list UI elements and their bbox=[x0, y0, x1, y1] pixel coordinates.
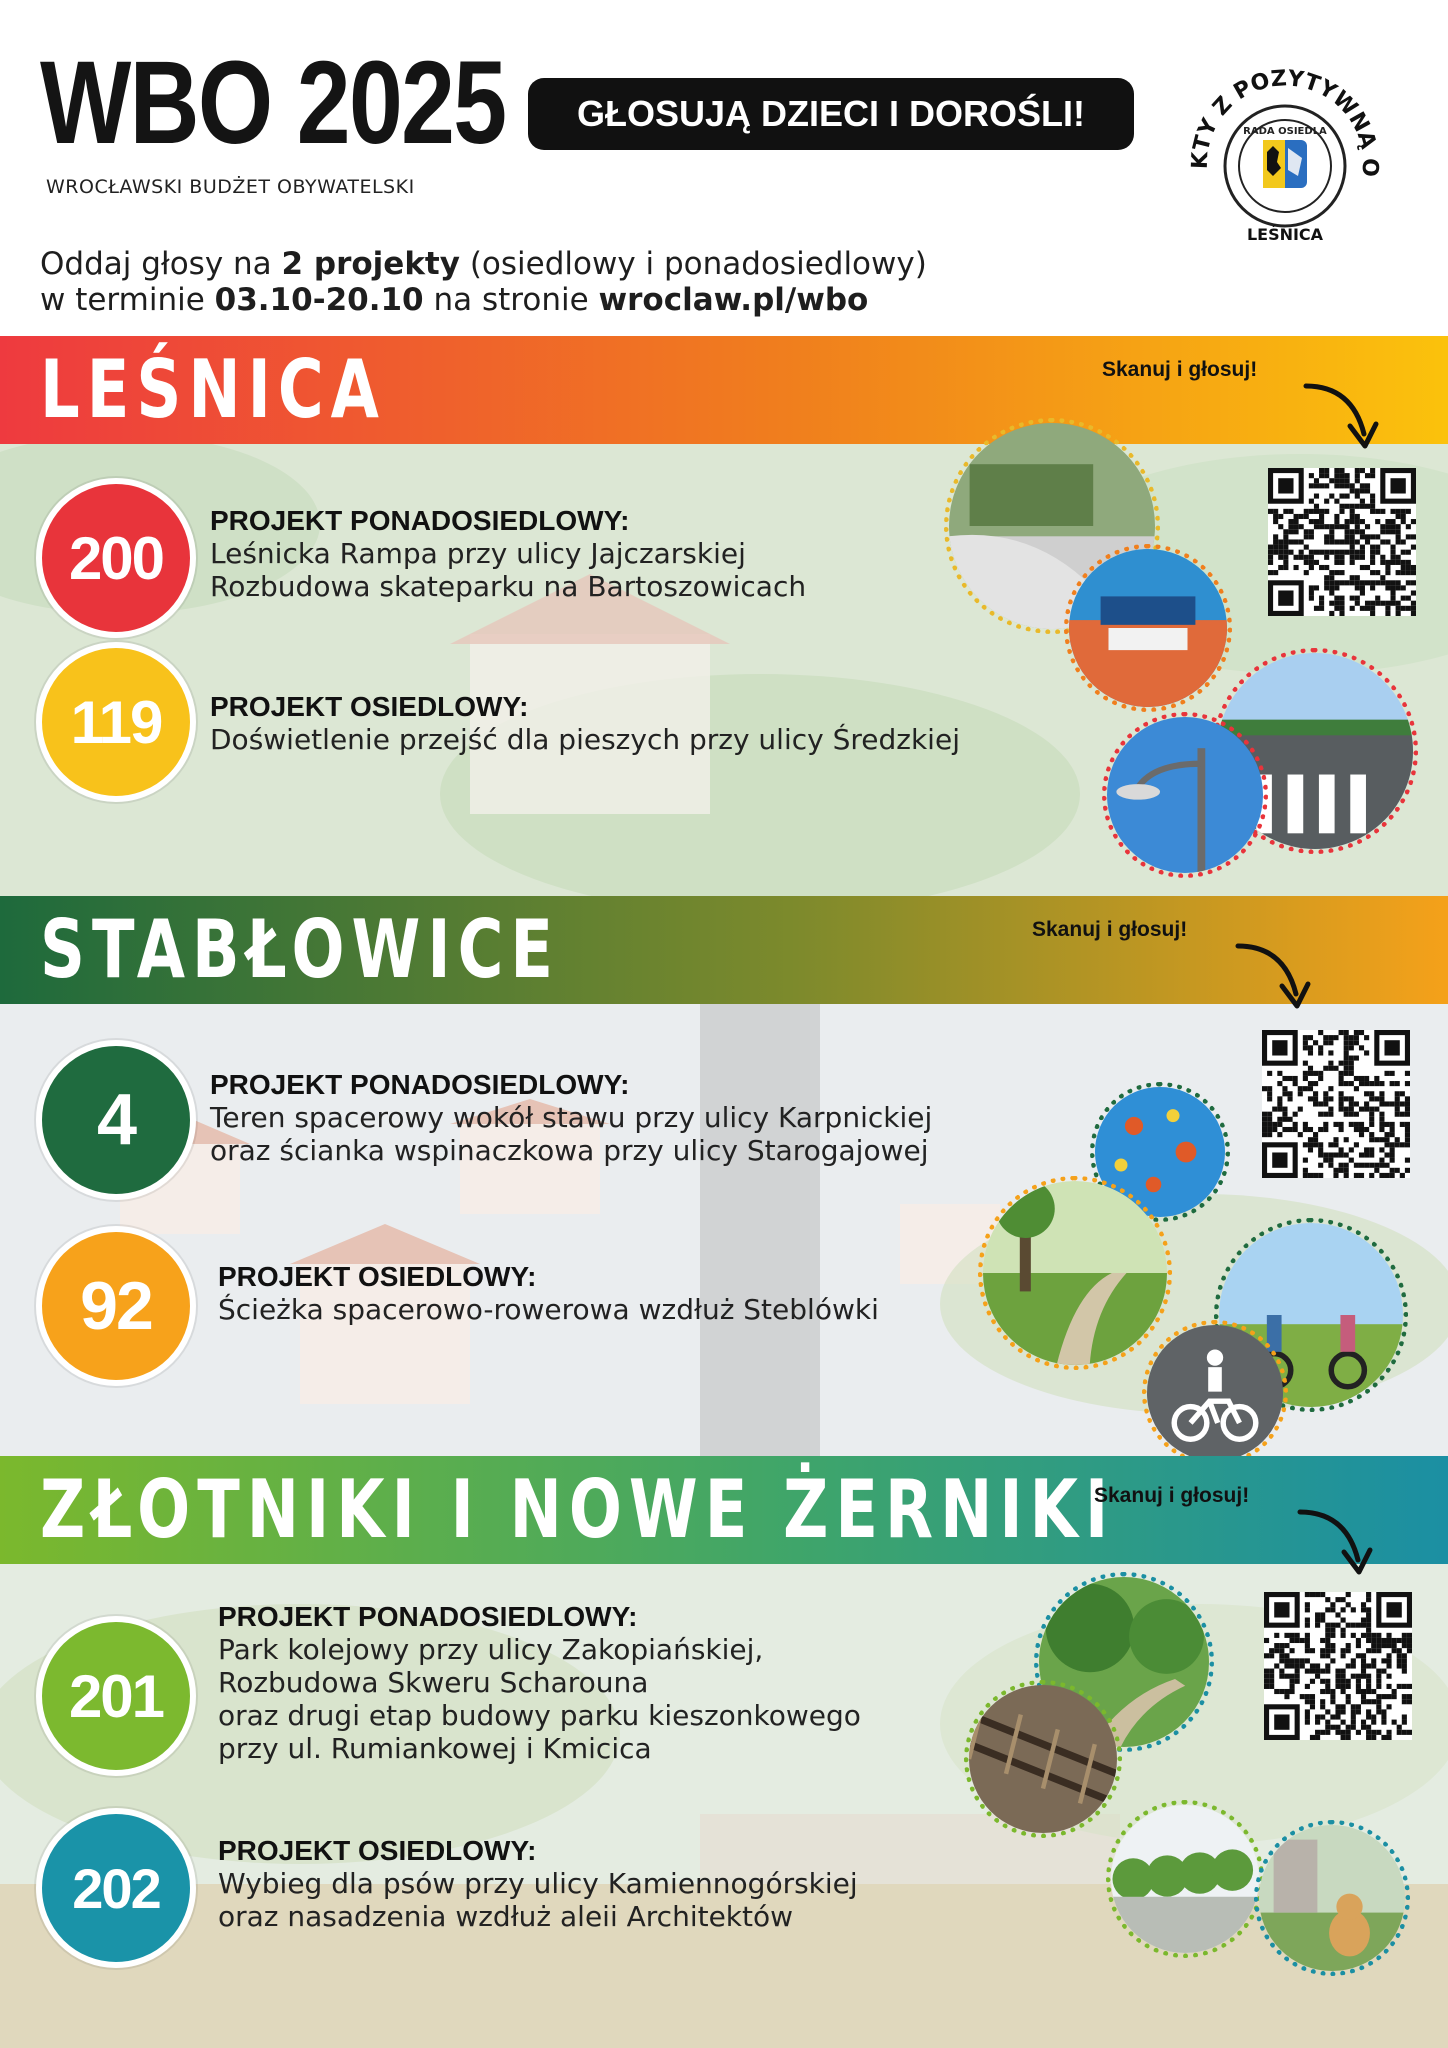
project-line: oraz drugi etap budowy parku kieszonkowego bbox=[218, 1699, 861, 1732]
project-description bbox=[218, 1600, 861, 1765]
project-line: Leśnicka Rampa przy ulicy Jajczarskiej bbox=[210, 537, 746, 570]
project-line: przy ul. Rumiankowej i Kmicica bbox=[218, 1732, 652, 1765]
project-line: Park kolejowy przy ulicy Zakopiańskiej, bbox=[218, 1633, 764, 1666]
intro-line1-c: (osiedlowy i ponadosiedlowy) bbox=[459, 246, 927, 282]
project-line: oraz ścianka wspinaczkowa przy ulicy Starogajowej bbox=[210, 1134, 929, 1167]
project-description bbox=[210, 690, 960, 756]
photo-tree-alley bbox=[1106, 1800, 1264, 1958]
project-type-label: PROJEKT OSIEDLOWY: bbox=[218, 1261, 537, 1292]
intro-line1-b: 2 projekty bbox=[281, 246, 460, 282]
section-title: STABŁOWICE bbox=[40, 903, 561, 996]
intro-line2-d[interactable]: wroclaw.pl/wbo bbox=[598, 282, 869, 318]
section-title: LEŚNICA bbox=[40, 343, 387, 436]
council-badge bbox=[1170, 68, 1400, 248]
project-line: Rozbudowa Skweru Scharouna bbox=[218, 1666, 649, 1699]
section-stablowice bbox=[0, 896, 1448, 1456]
project-line: Rozbudowa skateparku na Bartoszowicach bbox=[210, 570, 807, 603]
photo-railway-track bbox=[964, 1680, 1122, 1838]
scan-label: Skanuj i głosuj! bbox=[1032, 918, 1188, 941]
badge-inner-text: RADA OSIEDLA bbox=[1243, 126, 1327, 137]
project-type-label: PROJEKT OSIEDLOWY: bbox=[218, 1835, 537, 1866]
project-description bbox=[218, 1260, 879, 1326]
photo-dog-park bbox=[1254, 1820, 1410, 1976]
curved-arrow-icon bbox=[1294, 1502, 1374, 1582]
intro-line2-b: 03.10-20.10 bbox=[214, 282, 424, 318]
project-number-badge: 119 bbox=[36, 642, 196, 802]
project-type-label: PROJEKT PONADOSIEDLOWY: bbox=[210, 505, 630, 536]
section-band bbox=[0, 336, 1448, 444]
slogan-banner: GŁOSUJĄ DZIECI I DOROŚLI! bbox=[528, 78, 1134, 150]
project-number-badge: 4 bbox=[36, 1040, 196, 1200]
project-type-label: PROJEKT PONADOSIEDLOWY: bbox=[210, 1069, 630, 1100]
photo-street-lamp bbox=[1102, 712, 1268, 878]
bike-path-icon bbox=[1142, 1320, 1288, 1456]
project-line: Ścieżka spacerowo-rowerowa wzdłuż Steblówki bbox=[218, 1293, 879, 1326]
project-description bbox=[210, 1068, 932, 1167]
logo-title: WBO 2025 bbox=[40, 37, 506, 169]
section-zlotniki bbox=[0, 1456, 1448, 2048]
project-line: Doświetlenie przejść dla pieszych przy ulicy Średzkiej bbox=[210, 723, 960, 756]
project-number-badge: 202 bbox=[36, 1808, 196, 1968]
badge-outer-text: KTY Z POZYTYWNĄ O bbox=[1187, 68, 1383, 178]
intro-line1-a: Oddaj głosy na bbox=[40, 246, 282, 282]
section-title: ZŁOTNIKI I NOWE ŻERNIKI bbox=[40, 1463, 1116, 1556]
project-description bbox=[210, 504, 806, 603]
project-type-label: PROJEKT OSIEDLOWY: bbox=[210, 691, 529, 722]
curved-arrow-icon bbox=[1300, 376, 1380, 456]
scan-label: Skanuj i głosuj! bbox=[1094, 1484, 1250, 1507]
badge-bottom-text: LEŚNICA bbox=[1246, 225, 1324, 244]
section-lesnica bbox=[0, 336, 1448, 896]
intro-line2-c: na stronie bbox=[423, 282, 599, 318]
scan-label: Skanuj i głosuj! bbox=[1102, 358, 1258, 381]
intro-text bbox=[40, 246, 927, 318]
qr-code-lesnica[interactable] bbox=[1268, 468, 1416, 616]
qr-code-zlotniki[interactable] bbox=[1264, 1592, 1412, 1740]
photo-skatepark bbox=[1064, 544, 1232, 712]
logo-subtitle: WROCŁAWSKI BUDŻET OBYWATELSKI bbox=[46, 176, 415, 198]
photo-park-path bbox=[978, 1176, 1172, 1370]
project-line: Wybieg dla psów przy ulicy Kamiennogórskiej bbox=[218, 1867, 858, 1900]
project-line: Teren spacerowy wokół stawu przy ulicy Karpnickiej bbox=[210, 1101, 933, 1134]
project-description bbox=[218, 1834, 858, 1933]
project-type-label: PROJEKT PONADOSIEDLOWY: bbox=[218, 1601, 638, 1632]
project-line: oraz nasadzenia wzdłuż aleii Architektów bbox=[218, 1900, 794, 1933]
section-band bbox=[0, 1456, 1448, 1564]
section-band bbox=[0, 896, 1448, 1004]
project-number-badge: 201 bbox=[36, 1616, 196, 1776]
qr-code-stablowice[interactable] bbox=[1262, 1030, 1410, 1178]
intro-line2-a: w terminie bbox=[40, 282, 215, 318]
project-number-badge: 92 bbox=[36, 1226, 196, 1386]
coat-of-arms-icon bbox=[1263, 140, 1307, 188]
curved-arrow-icon bbox=[1232, 936, 1312, 1016]
project-number-badge: 200 bbox=[36, 478, 196, 638]
